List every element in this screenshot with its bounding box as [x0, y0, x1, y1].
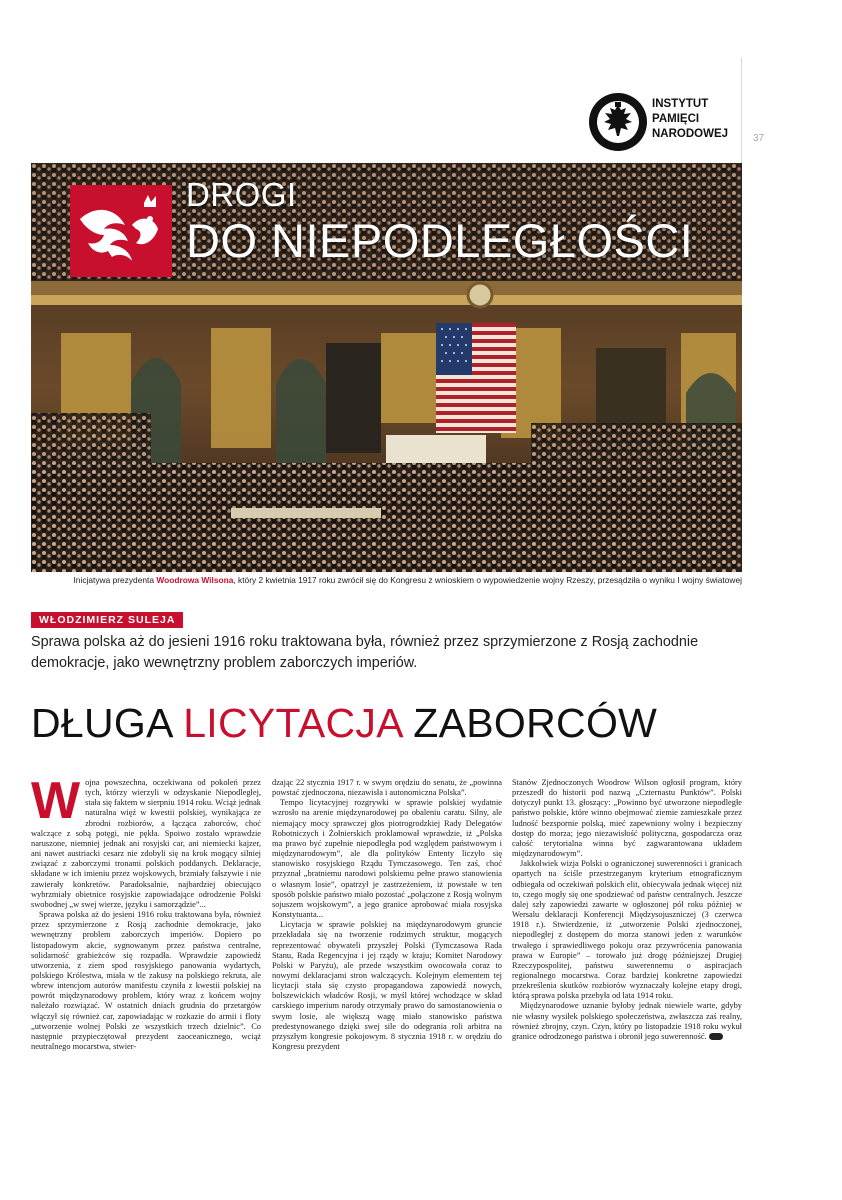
paragraph: Międzynarodowe uznanie byłoby jednak niewiele warte, gdyby nie własny wysiłek polskiego społeczeństwa, zwłaszcza zaś realny, również zbrojny, czyn. Czyn, który po listopadzie 1918 roku wykuł granice odrodzonego państwa i obronił jego suwerenność.	[512, 1001, 742, 1041]
paragraph: Licytacja w sprawie polskiej na międzynarodowym gruncie przekładała się na tworzenie rodzimych struktur, mogących reprezentować obywateli przyszłej Polski (Tymczasowa Rada Stanu, Rada Regencyjna i jej rządy w kraju; Komitet Narodowy Polski w Paryżu), ale przede wszystkim owocowała coraz to nowymi deklaracjami stron walczących. Kolejnym elementem tej licytacji stała się czysto propagandowa zapowiedź nowych, bolszewickich władców Rosji, w myśl której wchodzące w skład carskiego imperium narody otrzymały prawo do samostanowienia o swym losie, ale większą wagę miało stanowisko państwa predestynowanego dzięki swej sile do odegrania roli arbitra na przyszłym kongresie pokojowym. 8 stycznia 1918 r. w orędziu do Kongresu prezydent	[272, 920, 502, 1052]
paragraph: Sprawa polska aż do jesieni 1916 roku traktowana była, również przez sprzymierzone z Rosją zachodnie demokracje, jako wewnętrzny problem zaborczych imperiów. Dopiero po listopadowym akcie, sygnowanym przez państwa centralne, solidarność grabieżców się rozpadła. Wprawdzie zapowiedź utworzenia, z ziem spod rosyjskiego panowania wydartych, polskiego Królestwa, miała w tle zakusy na polskiego rekruta, ale wbrew intencjom autorów manifestu czyniła z kwestii polskiej na powrót międzynarodowy problem, który wraz z końcem wojny należało rozwiązać. W ostatnich dniach grudnia do przetargów włączył się również car, zapowiadając w rozkazie do armii i floty „utworzenie wolnej Polski ze wszystkich trzech dzielnic”. Co następnie przypieczętował prezydent zaoceanicznego, wciąż neutralnego mocarstwa, stwier-	[31, 910, 261, 1052]
article-headline: DŁUGA LICYTACJA ZABORCÓW	[31, 700, 658, 746]
end-of-article-icon	[709, 1033, 723, 1040]
article-column-2	[272, 778, 502, 1052]
paragraph: dzając 22 stycznia 1917 r. w swym orędziu do senatu, że „powinna powstać zjednoczona, niezawisła i autonomiczna Polska”.	[272, 778, 502, 798]
series-title: DROGI DO NIEPODLEGŁOŚCI	[186, 176, 694, 267]
photo-caption: Inicjatywa prezydenta Woodrowa Wilsona, który 2 kwietnia 1917 roku zwrócił się do Kongresu z wnioskiem o wypowiedzenie wojny Rzeszy, przesądziła o wyniku I wojny światowej	[73, 575, 742, 585]
paragraph: ojna powszechna, oczekiwana od pokoleń przez tych, którzy wierzyli w odzyskanie Niepodległej, stała się faktem w sierpniu 1914 roku. Wciąż jednak naturalna więź w kwestii polskiej, wynikająca ze zbrodni rozbiorów, a łącząca zaborców, choć walczące z sobą potęgi, nie pękła. Spoiwo zostało wprawdzie naruszone, niemniej jednak ani rosyjski car, ani niemiecki kajzer, ani nawet austriacki cesarz nie zdobyli się na krok mogący silniej związać z zaborczymi tronami polskich poddanych. Deklaracje, składane w ich imieniu przez wojskowych, brzmiały fałszywie i nie zawierały konkretów. Paradoksalnie, najbardziej obiecująco wybrzmiały obietnice rosyjskie zapowiadające odrodzenie Polski swobodnej „w swej wierze, języku i samorządzie”...	[31, 778, 261, 909]
paragraph: Stanów Zjednoczonych Woodrow Wilson ogłosił program, który przeszedł do historii pod nazwą „Czternastu Punktów”. Polski dotyczył punkt 13. głoszący: „Powinno być utworzone niepodległe państwo polskie, które winno obejmować ziemie zamieszkałe przez ludność bezspornie polską, mieć zapewniony wolny i bezpieczny dostęp do morza; jego niezawisłość polityczna, gospodarcza oraz całość terytorialna winna być zagwarantowana układem międzynarodowym”.	[512, 778, 742, 859]
paragraph: Tempo licytacyjnej rozgrywki w sprawie polskiej wydatnie wzrosło na arenie międzynarodowej po obaleniu caratu. Silny, ale niemający mocy sprawczej głos piotrogrodzkiej Rady Delegatów Robotniczych i Żołnierskich proklamował wprawdzie, iż „Polska ma prawo być zupełnie niepodległa pod względem państwowym i międzynarodowym”, ale dla polityków Ententy liczyło się stanowisko rosyjskiego Rządu Tymczasowego. Ten zaś, choć przyznał „bratniemu narodowi polskiemu pełne prawo stanowienia o własnym losie”, opatrzył je zastrzeżeniem, iż powstałe w ten sposób polskie państwo miało pozostać „połączone z Rosją wolnym sojuszem wojskowym”, a jego granice aprobować miała rosyjska Konstytuanta...	[272, 798, 502, 920]
page-number: 37	[753, 133, 765, 144]
author-byline: WŁODZIMIERZ SULEJA	[31, 612, 183, 628]
article-column-3	[512, 778, 742, 1042]
article-column-1	[31, 772, 261, 1052]
paragraph: Jakkolwiek wizja Polski o ograniczonej suwerenności i granicach opartych na ściśle przestrzeganym kryterium etnograficznym odbiegała od oczekiwań polskich elit, obiecywała jednak więcej niż to, czego mogły się one spodziewać od państw centralnych. Jeszcze dalej szły zapowiedzi zawarte w ogłoszonej pół roku później w Wersalu deklaracji Konferencji Międzysojuszniczej (3 czerwca 1918 r.). Stwierdzenie, iż „utworzenie Polski zjednoczonej, niepodległej z dostępem do morza stanowi jeden z warunków trwałego i sprawiedliwego pokoju oraz przywrócenia panowania prawa w Europie” – torowało już drogę późniejszej Drugiej Rzeczypospolitej, państwu suwerennemu o aspiracjach regionalnego mocarstwa. Coraz bardziej konkretne zapowiedzi przekreślenia skutków rozbiorów wyznaczały kolejne etapy drogi, którą sprawa polska przebyła od lata 1914 roku.	[512, 859, 742, 1001]
article-lead: Sprawa polska aż do jesieni 1916 roku traktowana była, również przez sprzymierzone z Rosją zachodnie demokracje, jako wewnętrzny problem zaborczych imperiów.	[31, 634, 699, 671]
caption-highlight-name: Woodrowa Wilsona	[156, 575, 234, 585]
institute-name: INSTYTUT PAMIĘCI NARODOWEJ	[652, 98, 729, 140]
drop-cap: W	[31, 772, 81, 830]
white-eagle-logo-icon	[70, 185, 172, 277]
ipn-eagle-seal-icon	[588, 92, 648, 152]
